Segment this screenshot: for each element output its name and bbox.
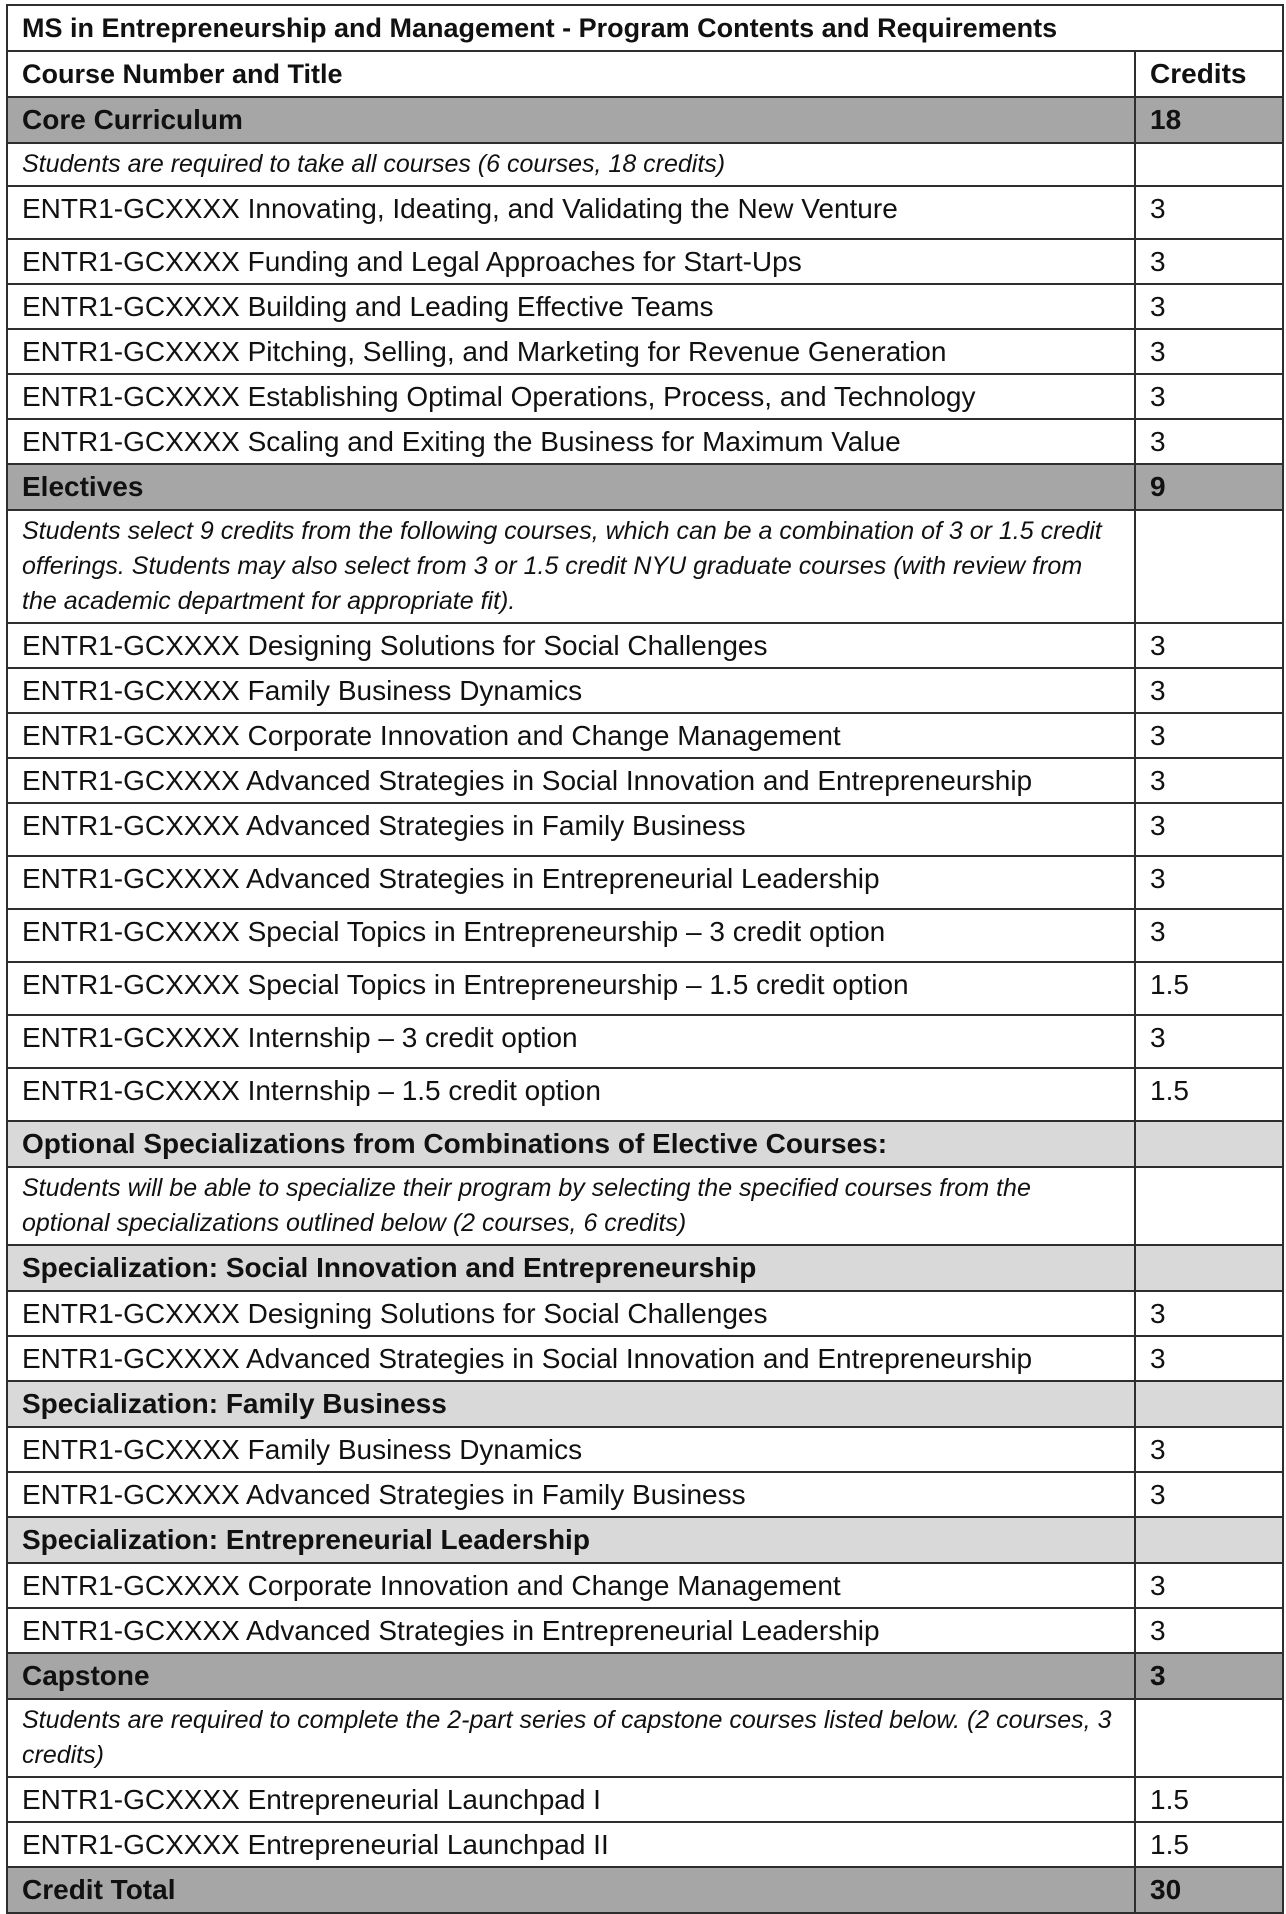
- course-title: ENTR1-GCXXXX Innovating, Ideating, and Validating the New Venture: [7, 186, 1135, 239]
- course-credits: 3: [1135, 803, 1283, 856]
- note-row: [7, 143, 1283, 186]
- program-requirements-table: [6, 4, 1284, 1914]
- note-row: [7, 1167, 1283, 1245]
- course-row: [7, 284, 1283, 329]
- subsection-credits: [1135, 1121, 1283, 1167]
- course-title: ENTR1-GCXXXX Corporate Innovation and Change Management: [7, 1563, 1135, 1608]
- note-credits-empty: [1135, 1167, 1283, 1245]
- course-credits: 3: [1135, 668, 1283, 713]
- table-body: [7, 5, 1283, 1913]
- note-text: Students select 9 credits from the following courses, which can be a combination of 3 or 1.5 credit offerings. Students may also select from 3 or 1.5 credit NYU graduate courses (with review from the academic department for appropriate fit).: [7, 510, 1135, 623]
- course-title: ENTR1-GCXXXX Family Business Dynamics: [7, 1427, 1135, 1472]
- note-row: [7, 510, 1283, 623]
- course-title: ENTR1-GCXXXX Designing Solutions for Social Challenges: [7, 623, 1135, 668]
- course-row: [7, 1472, 1283, 1517]
- course-title: ENTR1-GCXXXX Establishing Optimal Operations, Process, and Technology: [7, 374, 1135, 419]
- course-title: ENTR1-GCXXXX Entrepreneurial Launchpad I: [7, 1777, 1135, 1822]
- note-credits-empty: [1135, 143, 1283, 186]
- table-title: MS in Entrepreneurship and Management - Program Contents and Requirements: [7, 5, 1283, 51]
- course-title: ENTR1-GCXXXX Funding and Legal Approaches for Start-Ups: [7, 239, 1135, 284]
- section-header-row: [7, 1653, 1283, 1699]
- course-credits: 1.5: [1135, 1068, 1283, 1121]
- subsection-label: Specialization: Family Business: [7, 1381, 1135, 1427]
- subsection-header-row: [7, 1121, 1283, 1167]
- credits-column-header: Credits: [1135, 51, 1283, 97]
- course-credits: 3: [1135, 713, 1283, 758]
- course-credits: 1.5: [1135, 962, 1283, 1015]
- course-row: [7, 909, 1283, 962]
- course-credits: 1.5: [1135, 1777, 1283, 1822]
- course-credits: 3: [1135, 1291, 1283, 1336]
- course-credits: 1.5: [1135, 1822, 1283, 1867]
- section-credits: 30: [1135, 1867, 1283, 1913]
- section-label: Core Curriculum: [7, 97, 1135, 143]
- course-row: [7, 1015, 1283, 1068]
- course-title: ENTR1-GCXXXX Internship – 3 credit option: [7, 1015, 1135, 1068]
- course-row: [7, 962, 1283, 1015]
- subsection-label: Optional Specializations from Combinations of Elective Courses:: [7, 1121, 1135, 1167]
- course-row: [7, 1068, 1283, 1121]
- course-title: ENTR1-GCXXXX Scaling and Exiting the Business for Maximum Value: [7, 419, 1135, 464]
- note-text: Students will be able to specialize their program by selecting the specified courses from the optional specializations outlined below (2 courses, 6 credits): [7, 1167, 1135, 1245]
- course-title: ENTR1-GCXXXX Corporate Innovation and Change Management: [7, 713, 1135, 758]
- subsection-header-row: [7, 1517, 1283, 1563]
- course-credits: 3: [1135, 1427, 1283, 1472]
- course-credits: 3: [1135, 623, 1283, 668]
- subsection-header-row: [7, 1245, 1283, 1291]
- course-row: [7, 713, 1283, 758]
- course-title: ENTR1-GCXXXX Entrepreneurial Launchpad II: [7, 1822, 1135, 1867]
- course-title: ENTR1-GCXXXX Advanced Strategies in Entrepreneurial Leadership: [7, 856, 1135, 909]
- subsection-label: Specialization: Entrepreneurial Leadership: [7, 1517, 1135, 1563]
- course-row: [7, 758, 1283, 803]
- course-row: [7, 1608, 1283, 1653]
- course-row: [7, 329, 1283, 374]
- course-row: [7, 1291, 1283, 1336]
- course-column-header: Course Number and Title: [7, 51, 1135, 97]
- subsection-label: Specialization: Social Innovation and Entrepreneurship: [7, 1245, 1135, 1291]
- course-title: ENTR1-GCXXXX Building and Leading Effective Teams: [7, 284, 1135, 329]
- course-row: [7, 623, 1283, 668]
- course-row: [7, 803, 1283, 856]
- course-row: [7, 1822, 1283, 1867]
- course-title: ENTR1-GCXXXX Special Topics in Entrepreneurship – 1.5 credit option: [7, 962, 1135, 1015]
- section-label: Capstone: [7, 1653, 1135, 1699]
- course-credits: 3: [1135, 1336, 1283, 1381]
- note-row: [7, 1699, 1283, 1777]
- course-credits: 3: [1135, 374, 1283, 419]
- course-row: [7, 1563, 1283, 1608]
- subsection-credits: [1135, 1245, 1283, 1291]
- course-credits: 3: [1135, 1472, 1283, 1517]
- course-title: ENTR1-GCXXXX Pitching, Selling, and Marketing for Revenue Generation: [7, 329, 1135, 374]
- course-row: [7, 1777, 1283, 1822]
- course-title: ENTR1-GCXXXX Advanced Strategies in Family Business: [7, 803, 1135, 856]
- note-text: Students are required to complete the 2-part series of capstone courses listed below. (2 courses, 3 credits): [7, 1699, 1135, 1777]
- section-header-row: [7, 97, 1283, 143]
- course-title: ENTR1-GCXXXX Advanced Strategies in Social Innovation and Entrepreneurship: [7, 1336, 1135, 1381]
- course-row: [7, 668, 1283, 713]
- course-credits: 3: [1135, 856, 1283, 909]
- section-credits: 3: [1135, 1653, 1283, 1699]
- section-credits: 9: [1135, 464, 1283, 510]
- course-row: [7, 856, 1283, 909]
- section-header-row: [7, 1867, 1283, 1913]
- course-title: ENTR1-GCXXXX Advanced Strategies in Entrepreneurial Leadership: [7, 1608, 1135, 1653]
- course-credits: 3: [1135, 1015, 1283, 1068]
- course-title: ENTR1-GCXXXX Advanced Strategies in Social Innovation and Entrepreneurship: [7, 758, 1135, 803]
- course-row: [7, 1336, 1283, 1381]
- note-credits-empty: [1135, 1699, 1283, 1777]
- course-row: [7, 419, 1283, 464]
- course-credits: 3: [1135, 419, 1283, 464]
- course-credits: 3: [1135, 909, 1283, 962]
- course-title: ENTR1-GCXXXX Family Business Dynamics: [7, 668, 1135, 713]
- note-credits-empty: [1135, 510, 1283, 623]
- subsection-credits: [1135, 1517, 1283, 1563]
- course-title: ENTR1-GCXXXX Special Topics in Entrepreneurship – 3 credit option: [7, 909, 1135, 962]
- table-title-row: [7, 5, 1283, 51]
- subsection-header-row: [7, 1381, 1283, 1427]
- note-text: Students are required to take all courses (6 courses, 18 credits): [7, 143, 1135, 186]
- course-title: ENTR1-GCXXXX Designing Solutions for Social Challenges: [7, 1291, 1135, 1336]
- course-credits: 3: [1135, 239, 1283, 284]
- subsection-credits: [1135, 1381, 1283, 1427]
- course-credits: 3: [1135, 186, 1283, 239]
- course-credits: 3: [1135, 758, 1283, 803]
- course-row: [7, 374, 1283, 419]
- course-row: [7, 239, 1283, 284]
- section-label: Electives: [7, 464, 1135, 510]
- course-title: ENTR1-GCXXXX Internship – 1.5 credit option: [7, 1068, 1135, 1121]
- column-header-row: [7, 51, 1283, 97]
- course-credits: 3: [1135, 1608, 1283, 1653]
- course-credits: 3: [1135, 329, 1283, 374]
- course-credits: 3: [1135, 284, 1283, 329]
- course-row: [7, 1427, 1283, 1472]
- course-row: [7, 186, 1283, 239]
- section-header-row: [7, 464, 1283, 510]
- section-label: Credit Total: [7, 1867, 1135, 1913]
- course-title: ENTR1-GCXXXX Advanced Strategies in Family Business: [7, 1472, 1135, 1517]
- course-credits: 3: [1135, 1563, 1283, 1608]
- section-credits: 18: [1135, 97, 1283, 143]
